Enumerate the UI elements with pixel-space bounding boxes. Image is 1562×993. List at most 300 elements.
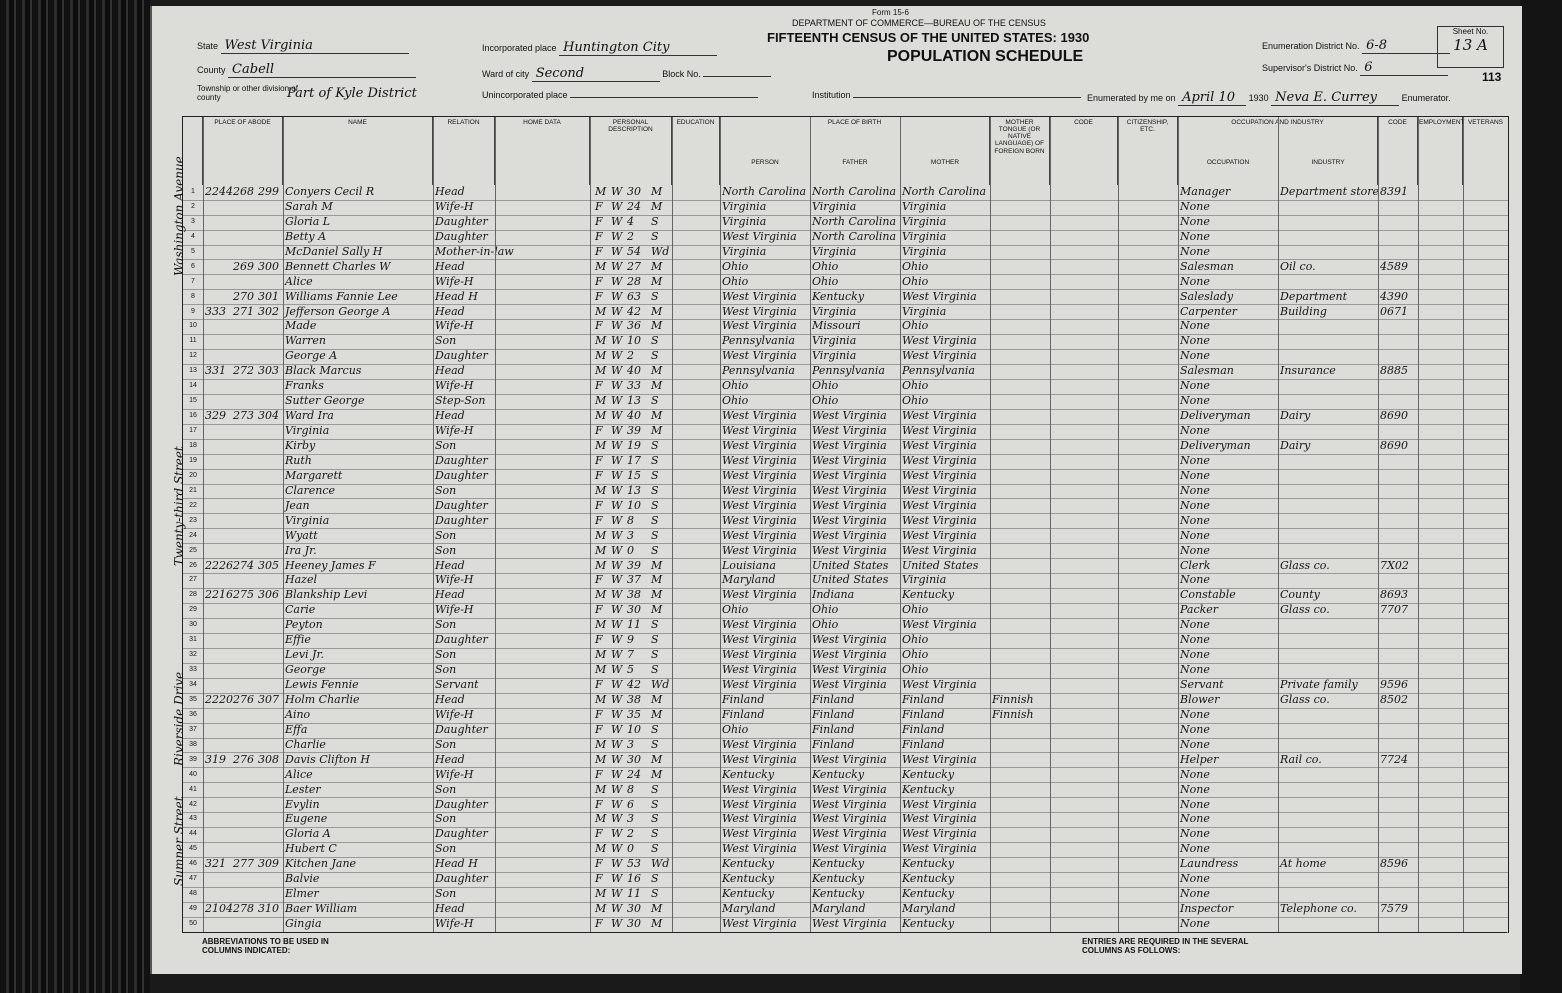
cell-f — [258, 529, 283, 544]
table-row — [183, 588, 1508, 604]
cell-h: 321 — [205, 857, 226, 871]
cell-f: 304 — [258, 409, 279, 423]
cell-h: 331 — [205, 364, 226, 378]
cell-rel: Head — [435, 364, 465, 378]
cell-tongue — [992, 439, 1050, 454]
cell-tongue — [992, 753, 1050, 768]
cell-age: 4 — [627, 214, 634, 228]
cell-tongue — [992, 245, 1050, 260]
cell-h — [205, 827, 233, 842]
grid-line — [433, 117, 434, 932]
cell-fb: United States — [812, 573, 889, 587]
cell-fb: West Virginia — [812, 453, 887, 467]
cell-sex: M — [595, 663, 607, 677]
cell-birth: Kentucky — [722, 857, 775, 871]
cell-rel: Wife-H — [435, 274, 474, 288]
cell-ms: S — [651, 872, 659, 886]
cell-fb: Finland — [812, 722, 855, 736]
cell-race: W — [611, 663, 623, 677]
table-row — [183, 290, 1508, 306]
cell-h — [205, 663, 233, 678]
cell-ms: S — [651, 827, 659, 841]
cell-d — [233, 469, 258, 484]
cell-ms: M — [651, 603, 663, 617]
cell-age: 35 — [627, 707, 641, 721]
cell-ms: S — [651, 528, 659, 542]
cell-age: 11 — [627, 887, 641, 901]
cell-fb: Ohio — [812, 603, 839, 617]
cell-n: 34 — [189, 681, 197, 689]
cell-tongue: Finnish — [992, 707, 1034, 721]
cell-h — [205, 783, 233, 798]
cell-h — [205, 633, 233, 648]
cell-race: W — [611, 752, 623, 766]
cell-ms: M — [651, 707, 663, 721]
cell-sex: M — [595, 364, 607, 378]
cell-rel: Mother-in-law — [435, 244, 514, 258]
cell-ind — [1280, 275, 1378, 290]
cell-birth: West Virginia — [722, 498, 797, 512]
footer-right: ENTRIES ARE REQUIRED IN THE SEVERAL COLUMNS AS FOLLOWS: — [1082, 937, 1249, 955]
cell-rel: Son — [435, 438, 457, 452]
cell-birth: Virginia — [722, 244, 767, 258]
cell-birth: West Virginia — [722, 438, 797, 452]
cell-age: 13 — [627, 483, 641, 497]
cell-mb: Ohio — [902, 394, 929, 408]
cell-ms: S — [651, 468, 659, 482]
cell-h — [205, 917, 233, 932]
cell-occ: Saleslady — [1180, 289, 1234, 303]
col-personal-description: PERSONAL DESCRIPTION — [590, 117, 672, 185]
cell-rel: Son — [435, 334, 457, 348]
cell-tongue — [992, 738, 1050, 753]
sub-industry: INDUSTRY — [1311, 159, 1345, 166]
cell-rel: Daughter — [435, 453, 488, 467]
cell-code — [1380, 454, 1418, 469]
cell-n: 23 — [189, 516, 197, 524]
cell-mb: West Virginia — [902, 483, 977, 497]
cell-age: 3 — [627, 812, 634, 826]
cell-ms: M — [651, 319, 663, 333]
cell-n: 36 — [189, 710, 197, 718]
cell-h — [205, 514, 233, 529]
cell-tongue — [992, 678, 1050, 693]
cell-rel: Daughter — [435, 349, 488, 363]
cell-ind — [1280, 544, 1378, 559]
cell-mb: West Virginia — [902, 678, 977, 692]
cell-ind — [1280, 633, 1378, 648]
cell-h — [205, 349, 233, 364]
table-row — [183, 200, 1508, 216]
cell-h — [205, 245, 233, 260]
cell-race: W — [611, 214, 623, 228]
cell-h — [205, 544, 233, 559]
table-row — [183, 633, 1508, 649]
cell-n: 7 — [191, 277, 195, 285]
cell-rel: Wife-H — [435, 707, 474, 721]
cell-rel: Wife-H — [435, 424, 474, 438]
cell-h: 319 — [205, 752, 226, 766]
grid-line — [990, 117, 991, 932]
cell-f — [258, 783, 283, 798]
cell-d: 276 — [233, 752, 254, 766]
cell-tongue — [992, 798, 1050, 813]
table-row — [183, 215, 1508, 231]
cell-name: Charlie — [285, 737, 326, 751]
township-value: Part of Kyle District — [287, 86, 417, 101]
cell-rel: Wife-H — [435, 319, 474, 333]
cell-fb: Kentucky — [812, 857, 865, 871]
table-row — [183, 872, 1508, 888]
cell-n: 48 — [189, 890, 197, 898]
cell-tongue — [992, 185, 1050, 200]
cell-rel: Son — [435, 528, 457, 542]
cell-n: 50 — [189, 920, 197, 928]
cell-code — [1380, 917, 1418, 932]
cell-fb: West Virginia — [812, 528, 887, 542]
cell-ms: M — [651, 917, 663, 931]
cell-occ: None — [1180, 767, 1210, 781]
cell-sex: F — [595, 633, 603, 647]
cell-occ: None — [1180, 424, 1210, 438]
cell-sex: F — [595, 797, 603, 811]
cell-name: Conyers Cecil R — [285, 185, 375, 198]
cell-age: 40 — [627, 364, 641, 378]
cell-birth: Ohio — [722, 722, 749, 736]
cell-rel: Head — [435, 259, 465, 273]
cell-code — [1380, 663, 1418, 678]
cell-age: 27 — [627, 259, 641, 273]
cell-occ: None — [1180, 872, 1210, 886]
grid-line — [900, 117, 901, 932]
cell-tongue — [992, 305, 1050, 320]
cell-code — [1380, 708, 1418, 723]
cell-name: Alice — [285, 274, 313, 288]
place-of-birth-title: PLACE OF BIRTH — [827, 119, 882, 126]
cell-ms: M — [651, 558, 663, 572]
cell-race: W — [611, 453, 623, 467]
cell-h — [205, 768, 233, 783]
col-mother-tongue: MOTHER TONGUE (OR NATIVE LANGUAGE) OF FOREIGN BORN — [990, 117, 1050, 185]
cell-mb: Virginia — [902, 214, 947, 228]
cell-rel: Daughter — [435, 214, 488, 228]
cell-d — [233, 633, 258, 648]
cell-rel: Daughter — [435, 872, 488, 886]
cell-name: Aino — [285, 707, 311, 721]
cell-mb: Virginia — [902, 199, 947, 213]
cell-ind — [1280, 768, 1378, 783]
cell-mb: Kentucky — [902, 782, 955, 796]
cell-tongue — [992, 618, 1050, 633]
cell-n: 44 — [189, 830, 197, 838]
cell-mb: West Virginia — [902, 289, 977, 303]
cell-n: 9 — [191, 307, 195, 315]
cell-code — [1380, 872, 1418, 887]
cell-mb: West Virginia — [902, 543, 977, 557]
cell-race: W — [611, 229, 623, 243]
cell-mb: Virginia — [902, 304, 947, 318]
cell-f — [258, 514, 283, 529]
cell-code — [1380, 469, 1418, 484]
cell-ind — [1280, 887, 1378, 902]
cell-h: 2216 — [205, 588, 233, 602]
cell-fb: Missouri — [812, 319, 861, 333]
cell-race: W — [611, 692, 623, 706]
cell-mb: West Virginia — [902, 842, 977, 856]
cell-d — [233, 842, 258, 857]
cell-mb: Ohio — [902, 319, 929, 333]
cell-f — [258, 334, 283, 349]
cell-birth: West Virginia — [722, 409, 797, 423]
cell-name: Jean — [285, 498, 310, 512]
cell-ind: Private family — [1280, 678, 1358, 692]
cell-tongue — [992, 842, 1050, 857]
cell-sex: M — [595, 349, 607, 363]
cell-sex: F — [595, 767, 603, 781]
cell-fb: North Carolina — [812, 185, 897, 198]
grid-line — [1378, 117, 1379, 932]
cell-race: W — [611, 857, 623, 871]
cell-n: 15 — [189, 397, 197, 405]
cell-mb: West Virginia — [902, 513, 977, 527]
table-row — [183, 514, 1508, 530]
cell-ind — [1280, 379, 1378, 394]
cell-race: W — [611, 199, 623, 213]
cell-f — [258, 917, 283, 932]
cell-name: Heeney James F — [285, 558, 376, 572]
cell-age: 8 — [627, 513, 634, 527]
cell-d — [233, 887, 258, 902]
cell-birth: West Virginia — [722, 633, 797, 647]
cell-mb: West Virginia — [902, 453, 977, 467]
cell-d: 271 — [233, 304, 254, 318]
cell-n: 46 — [189, 860, 197, 868]
cell-ms: M — [651, 692, 663, 706]
cell-age: 24 — [627, 199, 641, 213]
cell-fb: Ohio — [812, 274, 839, 288]
cell-d — [233, 708, 258, 723]
cell-ind — [1280, 618, 1378, 633]
cell-mb: Finland — [902, 722, 945, 736]
table-row — [183, 812, 1508, 828]
cell-occ: None — [1180, 244, 1210, 258]
cell-code — [1380, 573, 1418, 588]
cell-tongue — [992, 394, 1050, 409]
cell-occ: None — [1180, 379, 1210, 393]
cell-birth: West Virginia — [722, 304, 797, 318]
cell-f — [258, 603, 283, 618]
cell-age: 2 — [627, 349, 634, 363]
cell-ms: M — [651, 199, 663, 213]
cell-age: 54 — [627, 244, 641, 258]
cell-ind: Glass co. — [1280, 603, 1330, 617]
cell-fb: West Virginia — [812, 678, 887, 692]
cell-f — [258, 812, 283, 827]
cell-race: W — [611, 394, 623, 408]
cell-code: 8502 — [1380, 692, 1408, 706]
cell-tongue — [992, 529, 1050, 544]
cell-fb: West Virginia — [812, 483, 887, 497]
table-row — [183, 349, 1508, 365]
cell-age: 63 — [627, 289, 641, 303]
cell-f — [258, 872, 283, 887]
cell-birth: West Virginia — [722, 737, 797, 751]
cell-d — [233, 424, 258, 439]
cell-name: Holm Charlie — [285, 692, 360, 706]
cell-h — [205, 319, 233, 334]
cell-n: 11 — [189, 337, 197, 345]
cell-age: 6 — [627, 797, 634, 811]
cell-f — [258, 768, 283, 783]
cell-fb: West Virginia — [812, 513, 887, 527]
cell-fb: North Carolina — [812, 214, 897, 228]
cell-d: 276 — [233, 692, 254, 706]
cell-age: 36 — [627, 319, 641, 333]
cell-f: 307 — [258, 692, 279, 706]
cell-rel: Daughter — [435, 513, 488, 527]
grid-line — [810, 117, 811, 932]
cell-name: Clarence — [285, 483, 336, 497]
cell-d — [233, 618, 258, 633]
cell-ind — [1280, 394, 1378, 409]
cell-occ: None — [1180, 394, 1210, 408]
cell-fb: Ohio — [812, 259, 839, 273]
cell-h — [205, 230, 233, 245]
cell-age: 39 — [627, 558, 641, 572]
cell-occ: Helper — [1180, 752, 1219, 766]
cell-occ: None — [1180, 513, 1210, 527]
cell-birth: West Virginia — [722, 424, 797, 438]
cell-race: W — [611, 722, 623, 736]
cell-h: 2244 — [205, 185, 233, 198]
cell-ms: S — [651, 394, 659, 408]
cell-rel: Son — [435, 812, 457, 826]
cell-h: 2220 — [205, 692, 233, 706]
cell-occ: Carpenter — [1180, 304, 1238, 318]
cell-mb: Ohio — [902, 663, 929, 677]
cell-name: Peyton — [285, 618, 323, 632]
cell-birth: Finland — [722, 692, 765, 706]
cell-occ: None — [1180, 707, 1210, 721]
enumeration-district: Enumeration District No. 6-8 — [1262, 38, 1450, 54]
cell-h — [205, 738, 233, 753]
enumerated-field: Enumerated by me on April 10 1930 Neva E. Currey Enumerator. — [1087, 90, 1451, 105]
cell-mb: Kentucky — [902, 887, 955, 901]
cell-ms: M — [651, 588, 663, 602]
cell-race: W — [611, 424, 623, 438]
cell-rel: Head H — [435, 857, 478, 871]
cell-rel: Son — [435, 782, 457, 796]
cell-rel: Son — [435, 648, 457, 662]
cell-n: 35 — [189, 695, 197, 703]
grid-line — [203, 117, 204, 932]
table-row — [183, 827, 1508, 843]
cell-sex: M — [595, 618, 607, 632]
cell-h — [205, 334, 233, 349]
cell-d — [233, 768, 258, 783]
cell-occ: None — [1180, 663, 1210, 677]
cell-fb: Kentucky — [812, 767, 865, 781]
cell-birth: Maryland — [722, 902, 776, 916]
cell-race: W — [611, 707, 623, 721]
cell-race: W — [611, 483, 623, 497]
cell-name: Kitchen Jane — [285, 857, 357, 871]
cell-ind: Insurance — [1280, 364, 1336, 378]
cell-race: W — [611, 349, 623, 363]
cell-sex: F — [595, 707, 603, 721]
cell-fb: Virginia — [812, 244, 857, 258]
cell-ind — [1280, 917, 1378, 932]
cell-n: 30 — [189, 621, 197, 629]
cell-tongue — [992, 424, 1050, 439]
cell-race: W — [611, 827, 623, 841]
cell-fb: Finland — [812, 707, 855, 721]
cell-code: 8391 — [1380, 185, 1408, 198]
cell-occ: None — [1180, 633, 1210, 647]
cell-code — [1380, 648, 1418, 663]
grid-line — [495, 117, 496, 932]
cell-mb: Ohio — [902, 379, 929, 393]
cell-birth: West Virginia — [722, 543, 797, 557]
cell-ind — [1280, 349, 1378, 364]
cell-ind — [1280, 723, 1378, 738]
cell-birth: Ohio — [722, 394, 749, 408]
cell-birth: West Virginia — [722, 678, 797, 692]
cell-f — [258, 379, 283, 394]
cell-tongue — [992, 364, 1050, 379]
table-row — [183, 454, 1508, 470]
cell-age: 3 — [627, 737, 634, 751]
cell-mb: Virginia — [902, 244, 947, 258]
cell-ms: M — [651, 364, 663, 378]
unincorporated-field: Unincorporated place — [482, 90, 758, 100]
cell-h — [205, 812, 233, 827]
sub-person: PERSON — [751, 159, 779, 166]
table-row — [183, 364, 1508, 380]
grid-line — [1050, 117, 1051, 932]
cell-birth: West Virginia — [722, 917, 797, 931]
cell-d — [233, 215, 258, 230]
cell-sex: F — [595, 573, 603, 587]
cell-d — [233, 230, 258, 245]
cell-rel: Head — [435, 902, 465, 916]
cell-n: 8 — [191, 292, 195, 300]
cell-name: Made — [285, 319, 317, 333]
cell-fb: Finland — [812, 692, 855, 706]
cell-f: 305 — [258, 558, 279, 572]
cell-name: Sutter George — [285, 394, 365, 408]
col-veterans: VETERANS — [1467, 119, 1504, 126]
cell-fb: Pennsylvania — [812, 364, 885, 378]
cell-race: W — [611, 767, 623, 781]
cell-code — [1380, 618, 1418, 633]
cell-tongue — [992, 215, 1050, 230]
table-row — [183, 857, 1508, 873]
cell-sex: M — [595, 887, 607, 901]
cell-birth: Louisiana — [722, 558, 776, 572]
cell-name: Betty A — [285, 229, 327, 243]
cell-n: 18 — [189, 441, 197, 449]
cell-tongue — [992, 559, 1050, 574]
cell-fb: West Virginia — [812, 468, 887, 482]
table-row — [183, 319, 1508, 335]
cell-occ: None — [1180, 453, 1210, 467]
cell-h — [205, 708, 233, 723]
cell-ind: Department — [1280, 289, 1348, 303]
cell-occ: Deliveryman — [1180, 409, 1251, 423]
cell-tongue — [992, 349, 1050, 364]
cell-sex: M — [595, 902, 607, 916]
